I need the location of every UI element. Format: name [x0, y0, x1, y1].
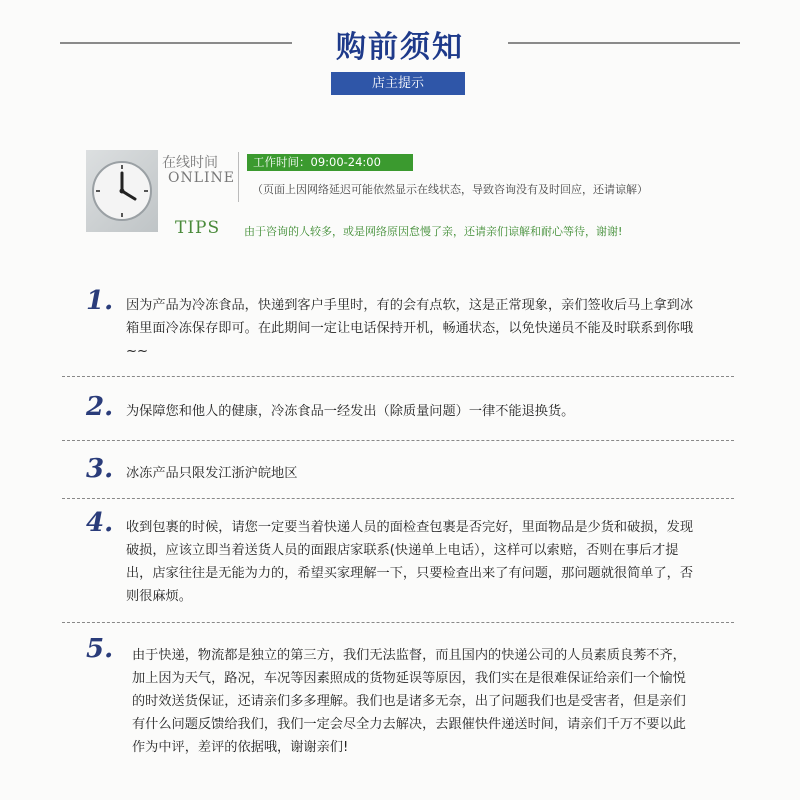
- rule-divider-2: [62, 440, 734, 441]
- rule-number-4: 4.: [86, 508, 114, 538]
- rule-number-5: 5.: [86, 634, 114, 664]
- clock-icon: [86, 150, 158, 232]
- clock-face: [90, 159, 154, 223]
- subtitle-badge: 店主提示: [331, 72, 465, 95]
- rule-text-5: 由于快递，物流都是独立的第三方，我们无法监督，而且国内的快递公司的人员素质良莠不齐，加上因为天气，路况，车况等因素照成的货物延误等原因，我们实在是很难保证给亲们一个愉悦的时效送货保证，还请亲们多多理解。我们也是诸多无奈，出了问题我们也是受害者，但是亲们有什么问题反馈给我们，我们一定会尽全力去解决，去跟催快件递送时间，请亲们千万不要以此作为中评，差评的依据哦，谢谢亲们!: [132, 648, 686, 755]
- rule-text-2: 为保障您和他人的健康，冷冻食品一经发出（除质量问题）一律不能退换货。: [126, 404, 575, 419]
- rule-number-3: 3.: [86, 454, 114, 484]
- rule-text-4: 收到包裹的时候，请您一定要当着快递人员的面检查包裹是否完好，里面物品是少货和破损，发现破损，应该立即当着送货人员的面跟店家联系(快递单上电话），这样可以索赔，否则在事后才提出，店家往往是无能为力的，希望买家理解一下，只要检查出来了有问题，那问题就很简单了，否则很麻烦。: [126, 520, 694, 604]
- online-label-en: ONLINE: [168, 170, 236, 186]
- rule-divider-1: [62, 376, 734, 377]
- working-hours-badge: 工作时间：09:00-24:00: [247, 154, 413, 171]
- online-note: （页面上因网络延迟可能依然显示在线状态，导致咨询没有及时回应，还请谅解）: [252, 183, 648, 196]
- online-label-cn: 在线时间: [162, 155, 218, 171]
- rule-text-3: 冰冻产品只限发江浙沪皖地区: [126, 466, 298, 481]
- tips-label: TIPS: [175, 218, 221, 238]
- rule-divider-3: [62, 498, 734, 499]
- info-divider: [238, 152, 239, 202]
- rule-number-2: 2.: [86, 392, 114, 422]
- rule-text-1: 因为产品为冷冻食品，快递到客户手里时，有的会有点软，这是正常现象，亲们签收后马上拿到冰箱里面冷冻保存即可。在此期间一定让电话保持开机，畅通状态，以免快递员不能及时联系到你哦~~: [126, 298, 694, 359]
- rule-divider-4: [62, 622, 734, 623]
- header-line-left: [60, 42, 292, 44]
- page-title: 购前须知: [336, 30, 464, 65]
- header-line-right: [508, 42, 740, 44]
- tips-text: 由于咨询的人较多，或是网络原因怠慢了亲，还请亲们谅解和耐心等待，谢谢!: [244, 225, 623, 238]
- rule-number-1: 1.: [86, 286, 114, 316]
